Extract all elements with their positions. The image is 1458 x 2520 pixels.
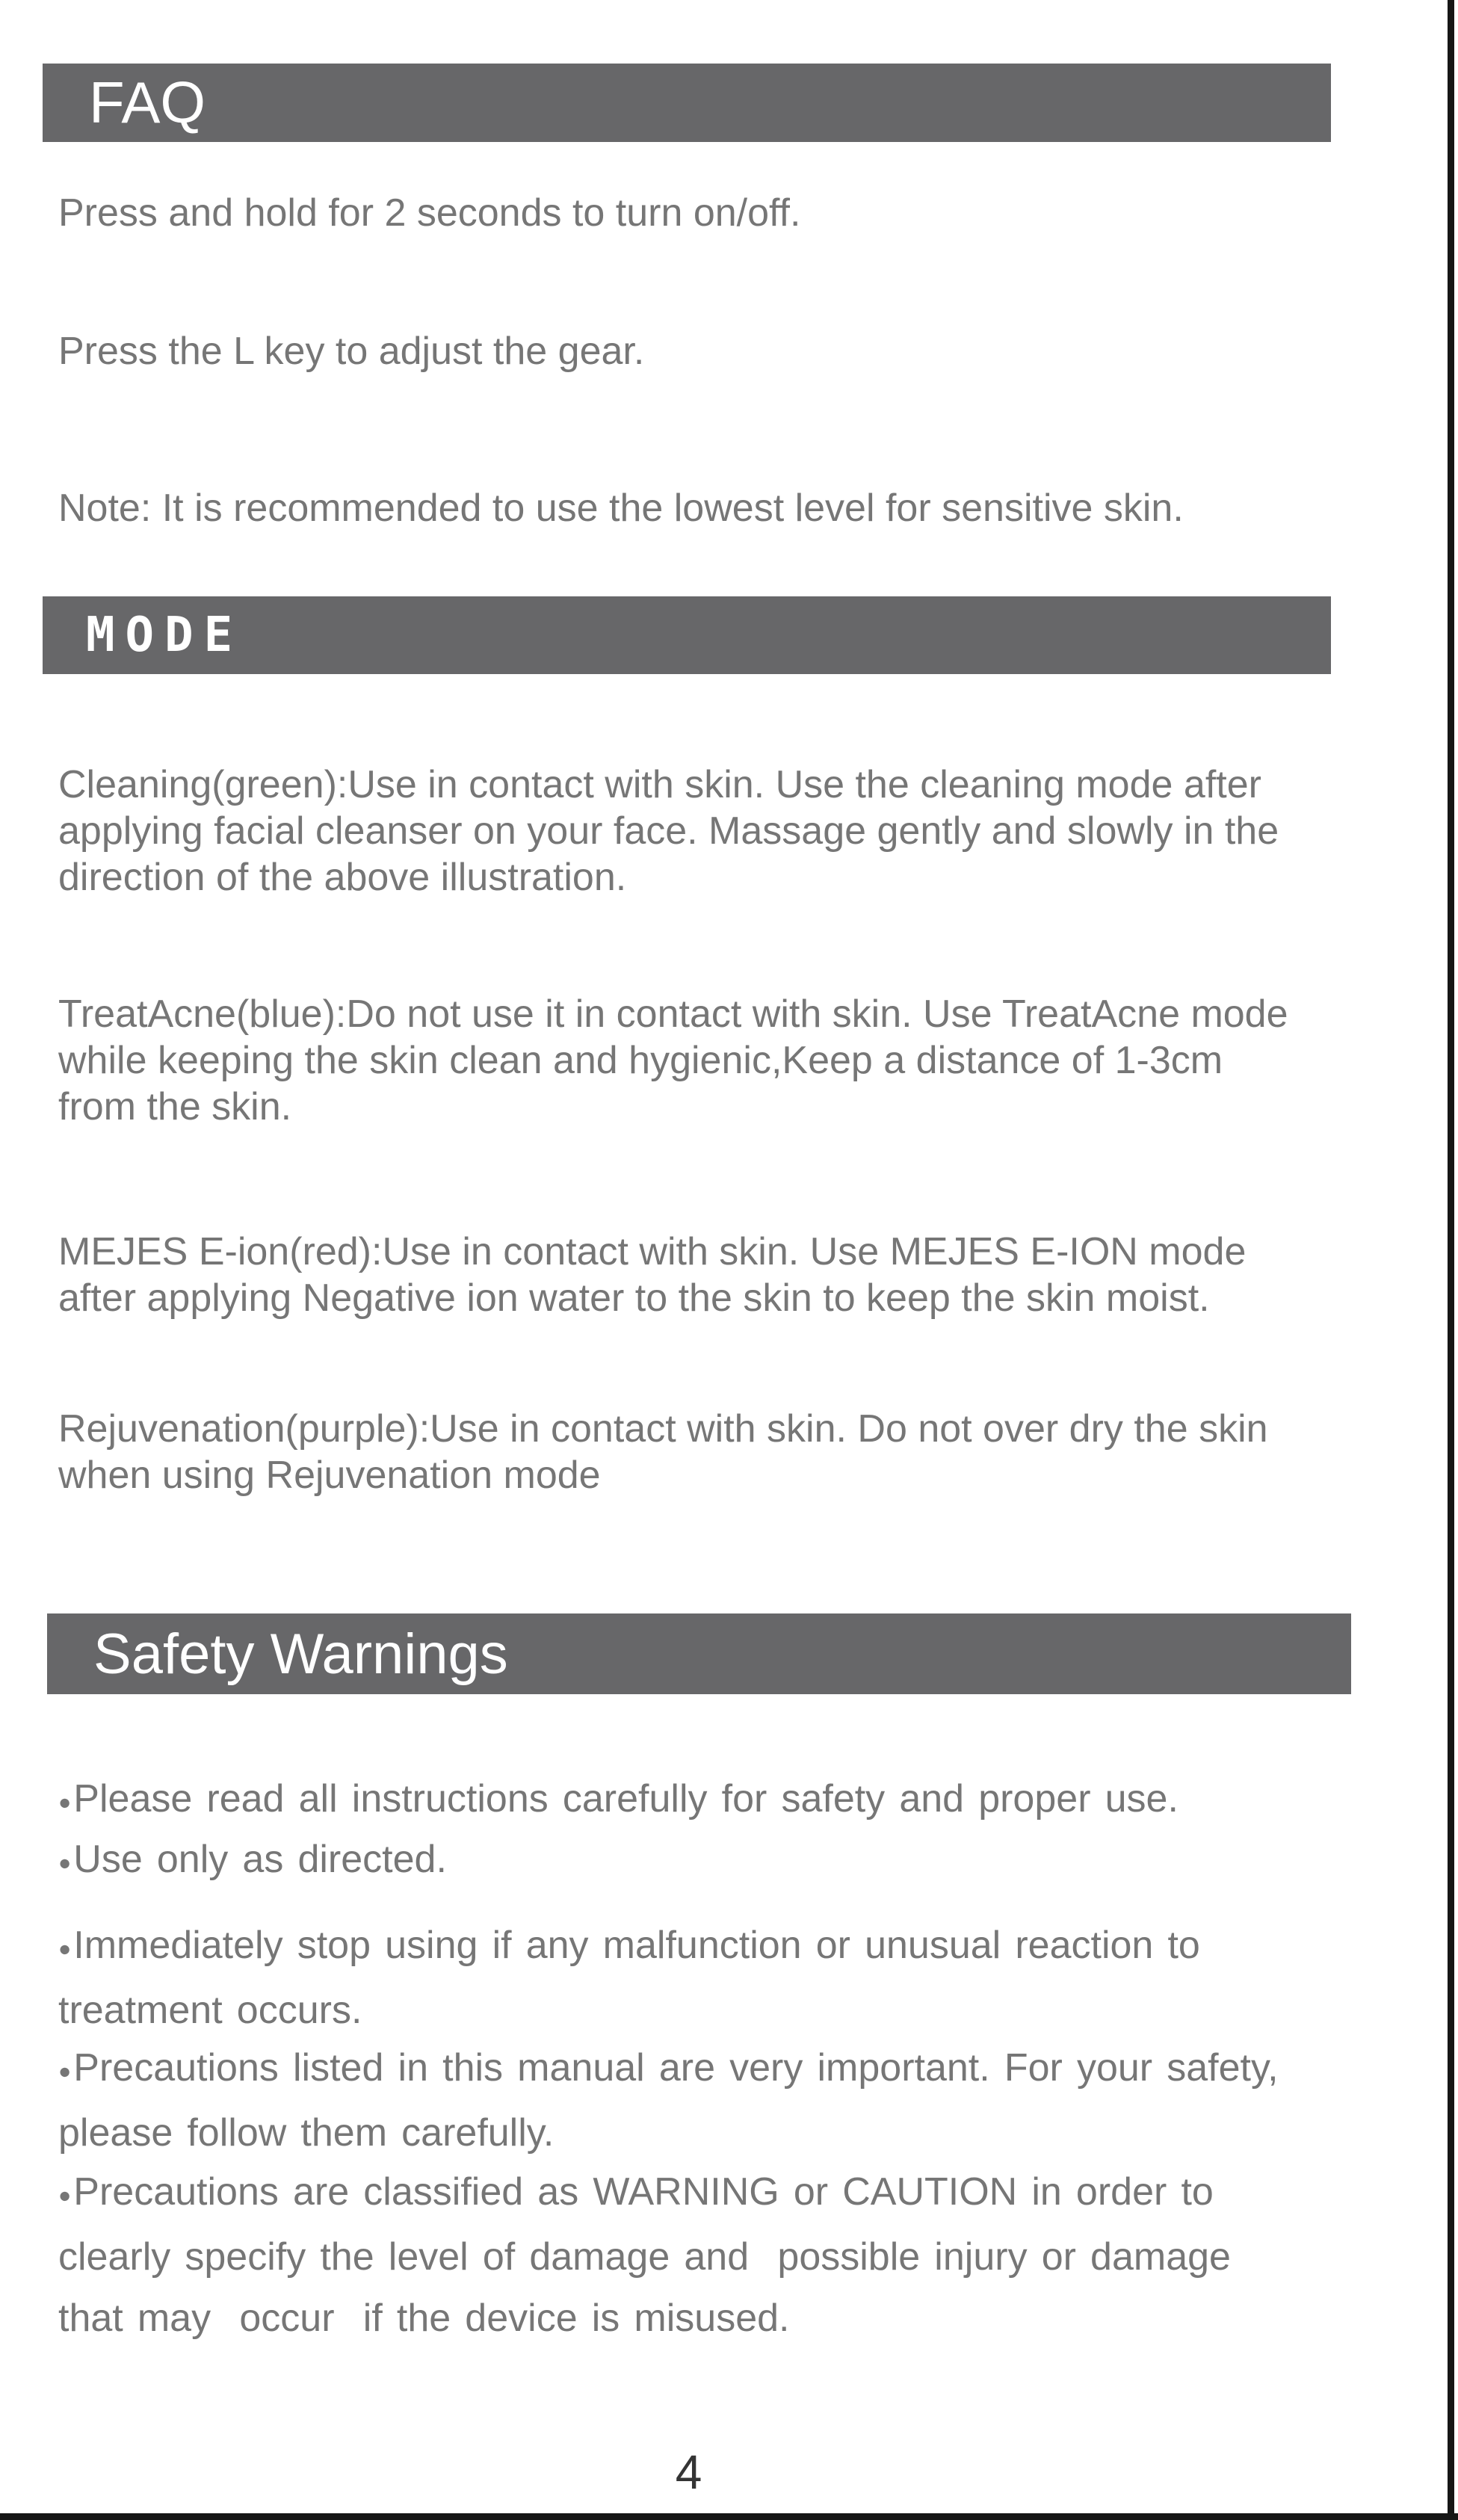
- bullet-line: clearly specify the level of damage and possible injury or damage: [58, 2235, 1231, 2279]
- faq-paragraph: Press the L key to adjust the gear.: [58, 330, 645, 373]
- faq-paragraph: Note: It is recommended to use the lowest level for sensitive skin.: [58, 487, 1184, 530]
- bullet-text: Please read all instructions carefully for safety and proper use.: [73, 1777, 1179, 1820]
- bullet-line: please follow them carefully.: [58, 2110, 555, 2155]
- bullet-line: [58, 2037, 1279, 2102]
- bullet-text: Immediately stop using if any malfunction or unusual reaction to: [73, 1924, 1200, 1967]
- safety-bullet-item: [58, 2037, 1279, 2164]
- bullet-text: Precautions are classified as WARNING or CAUTION in order to: [73, 2170, 1214, 2214]
- paragraph-line: when using Rejuvenation mode: [58, 1454, 601, 1497]
- bullet-line: [58, 2161, 1231, 2226]
- safety-section-header: [47, 1613, 1351, 1694]
- bullet-line: [58, 1768, 1179, 1833]
- safety-section-title: Safety Warnings: [93, 1622, 508, 1686]
- paragraph-line: MEJES E-ion(red):Use in contact with skin. Use MEJES E-ION mode: [58, 1230, 1247, 1273]
- bullet-line: that may occur if the device is misused.: [58, 2296, 790, 2340]
- safety-bullet-item: [58, 1768, 1179, 1833]
- bullet-line: treatment occurs.: [58, 1988, 362, 2032]
- bullet-text: Use only as directed.: [73, 1838, 447, 1881]
- mode-section-title: MODE: [86, 608, 244, 663]
- bullet-line: [58, 1915, 1200, 1980]
- bullet-dot-icon: ●: [58, 2183, 72, 2208]
- bullet-dot-icon: ●: [58, 1790, 72, 1815]
- bullet-dot-icon: ●: [58, 2059, 72, 2084]
- paragraph-line: after applying Negative ion water to the skin to keep the skin moist.: [58, 1276, 1210, 1320]
- safety-bullet-item: [58, 1829, 447, 1894]
- faq-section-title: FAQ: [89, 70, 206, 135]
- page-edge-right-line: [1448, 0, 1454, 2520]
- mode-paragraph-treatacne: [58, 991, 1288, 1130]
- faq-paragraph: Press and hold for 2 seconds to turn on/off.: [58, 191, 801, 235]
- bullet-dot-icon: ●: [58, 1936, 72, 1961]
- bullet-line: [58, 1829, 447, 1894]
- page-edge-bottom-line: [0, 2513, 1458, 2520]
- bullet-dot-icon: ●: [58, 1850, 72, 1875]
- paragraph-line: TreatAcne(blue):Do not use it in contact with skin. Use TreatAcne mode: [58, 992, 1288, 1036]
- paragraph-line: applying facial cleanser on your face. Massage gently and slowly in the: [58, 809, 1279, 853]
- mode-paragraph-eion: [58, 1229, 1246, 1321]
- mode-paragraph-cleaning: [58, 762, 1279, 901]
- bullet-text: Precautions listed in this manual are very important. For your safety,: [73, 2046, 1279, 2090]
- paragraph-line: from the skin.: [58, 1085, 292, 1128]
- paragraph-line: Rejuvenation(purple):Use in contact with skin. Do not over dry the skin: [58, 1407, 1268, 1451]
- mode-paragraph-rejuvenation: [58, 1406, 1268, 1498]
- faq-section-header: [43, 64, 1331, 142]
- paragraph-line: while keeping the skin clean and hygienic,Keep a distance of 1-3cm: [58, 1039, 1223, 1082]
- page-number: 4: [675, 2445, 702, 2499]
- paragraph-line: direction of the above illustration.: [58, 856, 627, 899]
- safety-bullet-item: [58, 1915, 1200, 2041]
- safety-bullet-item: [58, 2161, 1231, 2349]
- mode-section-header: [43, 596, 1331, 674]
- paragraph-line: Cleaning(green):Use in contact with skin. Use the cleaning mode after: [58, 763, 1261, 806]
